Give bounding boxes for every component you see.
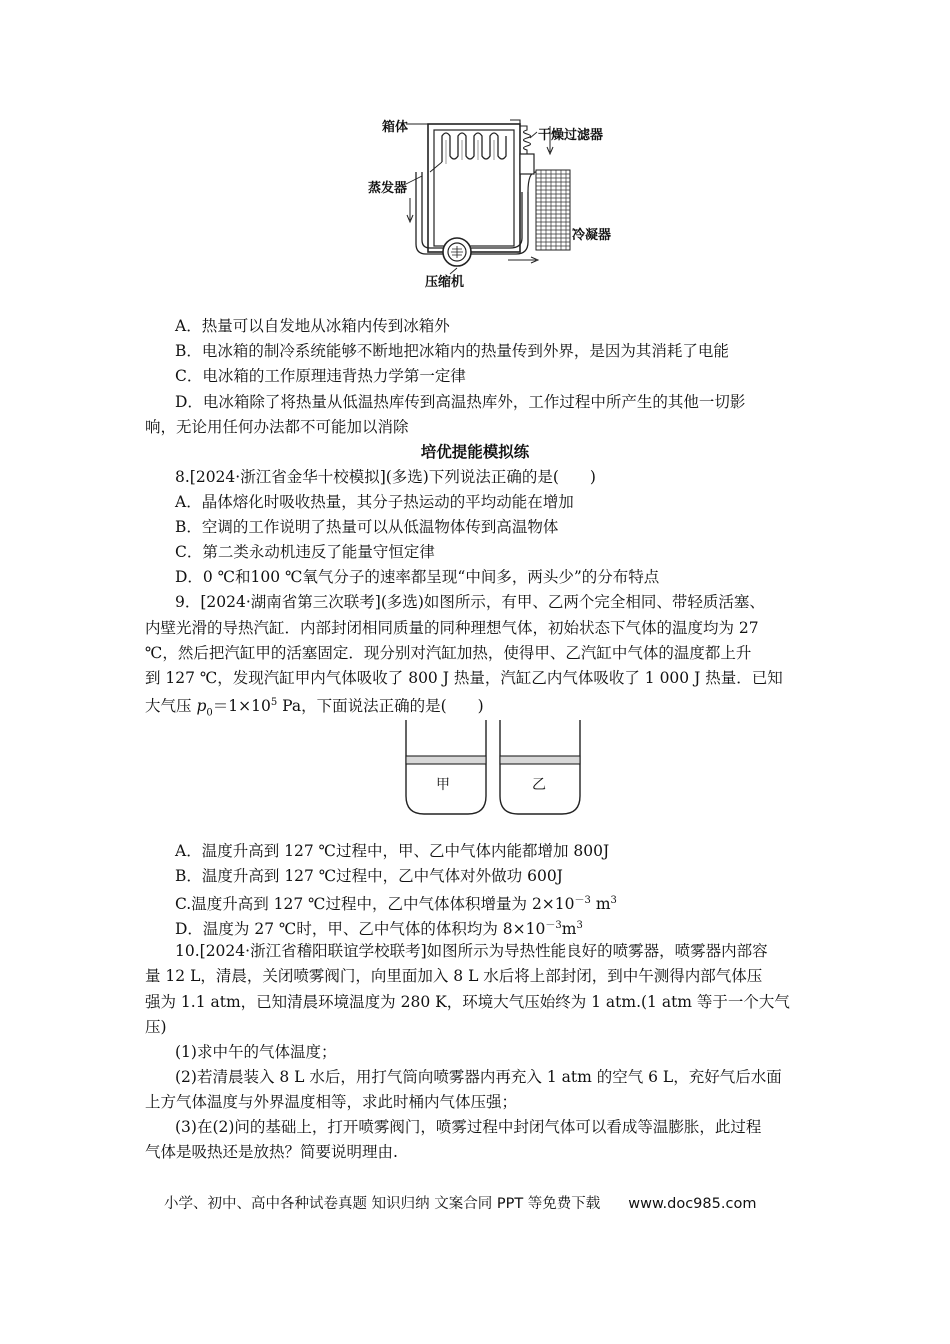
q9-stem-line-5: 大气压 $p_0=1\times 10^5$ Pa，下面说法正确的是( ) xyxy=(145,697,484,719)
q7-option-d: D．电冰箱除了将热量从低温热库传到高温热库外，工作过程中所产生的其他一切影 xyxy=(175,393,746,411)
footer-text: 小学、初中、高中各种试卷真题 知识归纳 文案合同 PPT 等免费下载 xyxy=(164,1196,601,1212)
q7-option-b: B．电冰箱的制冷系统能够不断地把冰箱内的热量传到外界，是因为其消耗了电能 xyxy=(175,342,729,360)
q8-option-a: A．晶体熔化时吸收热量，其分子热运动的平均动能在增加 xyxy=(175,493,574,511)
footer xyxy=(164,1192,756,1213)
section-title: 培优提能模拟练 xyxy=(420,442,530,461)
q9-option-a: A．温度升高到 127 ℃过程中，甲、乙中气体内能都增加 800J xyxy=(175,842,610,860)
q7-option-c: C．电冰箱的工作原理违背热力学第一定律 xyxy=(175,367,466,385)
q9-option-c: C.温度升高到 127 ℃过程中，乙中气体体积增量为 $2\times 10^{-3}$ $m^3$ xyxy=(175,895,617,914)
footer-site[interactable]: www.doc985.com xyxy=(628,1196,757,1212)
q9-stem-line-4: 到 127 ℃，发现汽缸甲内气体吸收了 800 J 热量，汽缸乙内气体吸收了 1 000 J 热量．已知 xyxy=(145,669,783,687)
label-dryer: 干燥过滤器 xyxy=(538,128,604,143)
cylinders-diagram xyxy=(400,718,590,818)
label-box: 箱体 xyxy=(382,120,409,135)
q10-sub-3-cont: 气体是吸热还是放热？简要说明理由. xyxy=(145,1143,398,1161)
q10-sub-1: (1)求中午的气体温度； xyxy=(175,1043,337,1061)
q9-option-b: B．温度升高到 127 ℃过程中，乙中气体对外做功 600J xyxy=(175,867,563,885)
cylinder-label-a: 甲 xyxy=(436,777,450,793)
label-condenser: 冷凝器 xyxy=(572,228,612,243)
q9-stem-line-3: ℃，然后把汽缸甲的活塞固定．现分别对汽缸加热，使得甲、乙汽缸中气体的温度都上升 xyxy=(145,644,752,662)
label-evaporator: 蒸发器 xyxy=(368,181,408,196)
q10-sub-3: (3)在(2)问的基础上，打开喷雾阀门，喷雾过程中封闭气体可以看成等温膨胀，此过程 xyxy=(175,1118,762,1136)
q9-stem-line-2: 内壁光滑的导热汽缸．内部封闭相同质量的同种理想气体，初始状态下气体的温度均为 27 xyxy=(145,619,759,637)
q10-stem-line-4: 压) xyxy=(145,1018,167,1036)
label-compressor: 压缩机 xyxy=(425,275,465,290)
q10-sub-2-cont: 上方气体温度与外界温度相等，求此时桶内气体压强； xyxy=(145,1093,518,1111)
q7-option-d-cont: 响，无论用任何办法都不可能加以消除 xyxy=(145,418,409,436)
cylinder-label-b: 乙 xyxy=(532,777,546,793)
q10-stem-line-3: 强为 1.1 atm，已知清晨环境温度为 280 K，环境大气压始终为 1 atm.(1 atm 等于一个大气 xyxy=(145,993,790,1011)
q8-option-d: D．0 ℃和100 ℃氧气分子的速率都呈现“中间多，两头少”的分布特点 xyxy=(175,568,660,586)
q9-option-d: D．温度为 27 ℃时，甲、乙中气体的体积均为 $8\times 10^{-3}m^3$ xyxy=(175,920,583,939)
q10-stem-line-2: 量 12 L，清晨，关闭喷雾阀门，向里面加入 8 L 水后将上部封闭，到中午测得内部气体压 xyxy=(145,967,763,985)
q10-stem-line-1: 10.[2024·浙江省稽阳联谊学校联考]如图所示为导热性能良好的喷雾器，喷雾器内部容 xyxy=(175,942,768,960)
q8-option-b: B．空调的工作说明了热量可以从低温物体传到高温物体 xyxy=(175,518,559,536)
q8-option-c: C．第二类永动机违反了能量守恒定律 xyxy=(175,543,435,561)
q10-sub-2: (2)若清晨装入 8 L 水后，用打气筒向喷雾器内再充入 1 atm 的空气 6 L，充好气后水面 xyxy=(175,1068,782,1086)
q9-stem-line-1: 9．[2024·湖南省第三次联考](多选)如图所示，有甲、乙两个完全相同、带轻质活塞、 xyxy=(175,593,765,611)
q8-stem: 8.[2024·浙江省金华十校模拟](多选)下列说法正确的是( ) xyxy=(175,468,596,486)
q7-option-a: A．热量可以自发地从冰箱内传到冰箱外 xyxy=(175,317,450,335)
